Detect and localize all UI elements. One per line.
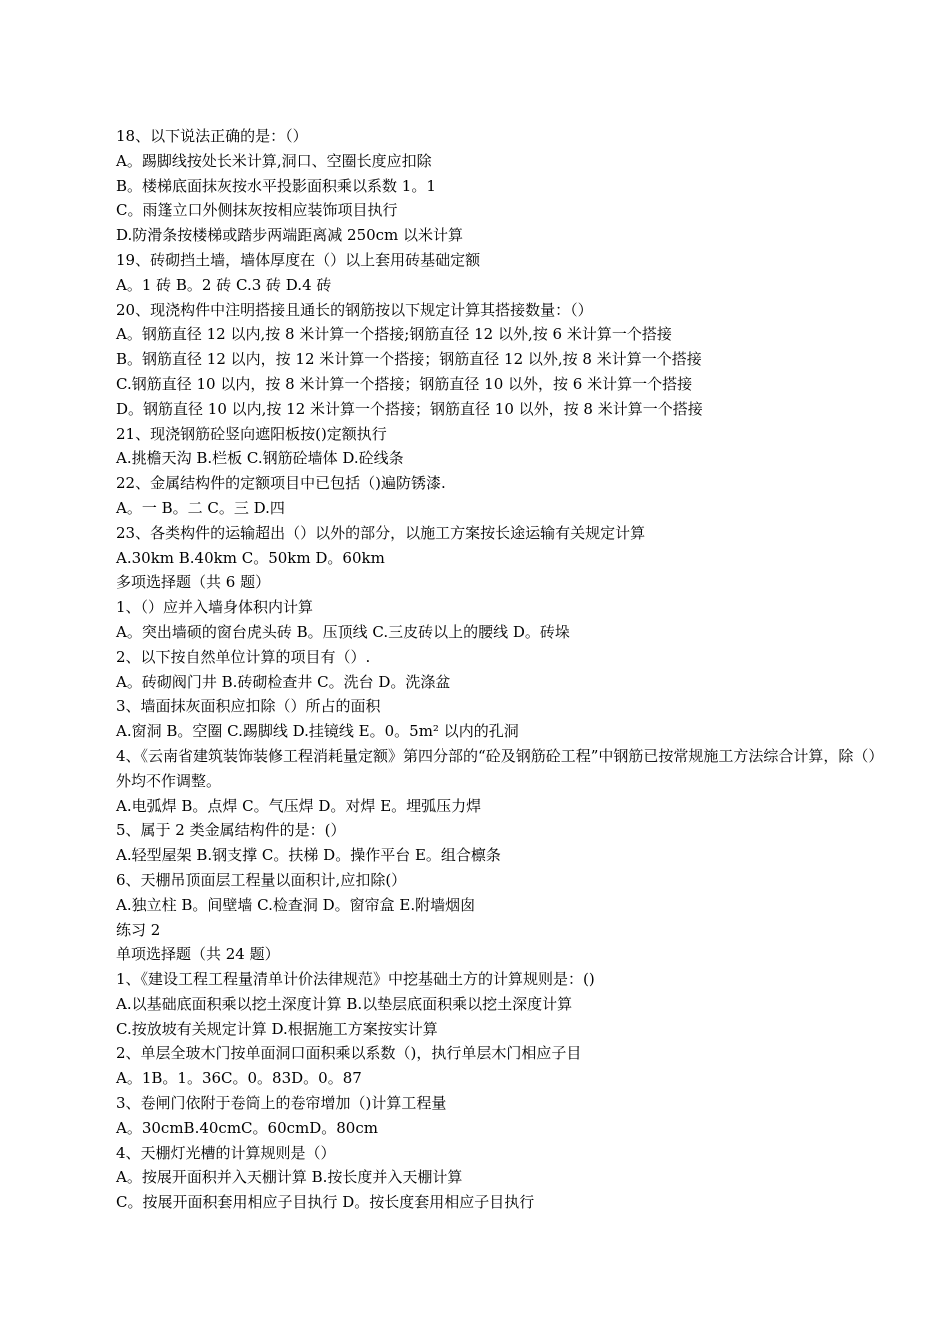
option-line: A。按展开面积并入天棚计算 B.按长度并入天棚计算 [116,1168,463,1187]
option-line: C.按放坡有关规定计算 D.根据施工方案按实计算 [116,1019,438,1038]
option-line: A.轻型屋架 B.钢支撑 C。扶梯 D。操作平台 E。组合檩条 [116,846,501,865]
question-21: 21、现浇钢筋砼竖向遮阳板按()定额执行 [116,424,387,443]
section-heading: 练习 2 [116,920,161,939]
option-line: A.挑檐天沟 B.栏板 C.钢筋砼墙体 D.砼线条 [116,449,404,468]
question-line: 3、卷闸门依附于卷筒上的卷帘增加（)计算工程量 [116,1094,447,1113]
option-line: D.防滑条按楼梯或踏步两端距离减 250cm 以米计算 [116,226,464,245]
option-line: A.以基础底面积乘以挖土深度计算 B.以垫层底面积乘以挖土深度计算 [116,994,573,1013]
question-line: 6、天棚吊顶面层工程量以面积计,应扣除(） [116,870,407,889]
option-line: C。雨篷立口外侧抹灰按相应装饰项目执行 [116,201,398,220]
question-line: 3、墙面抹灰面积应扣除（）所占的面积 [116,697,381,716]
option-line: D。钢筋直径 10 以内,按 12 米计算一个搭接；钢筋直径 10 以外，按 8 米计算一个搭接 [116,399,703,418]
option-line: B。楼梯底面抹灰按水平投影面积乘以系数 1。1 [116,176,436,195]
option-line: A.独立柱 B。间壁墙 C.检查洞 D。窗帘盒 E.附墙烟囱 [116,895,476,914]
option-line: A.30km B.40km C。50km D。60km [116,548,385,567]
question-20: 20、现浇构件中注明搭接且通长的钢筋按以下规定计算其搭接数量：（） [116,300,593,319]
option-line: A。一 B。二 C。三 D.四 [116,498,285,517]
option-line: A。踢脚线按处长米计算,洞口、空圈长度应扣除 [116,151,432,170]
option-line: A。30cmB.40cmC。60cmD。80cm [116,1118,378,1137]
option-line: C。按展开面积套用相应子目执行 D。按长度套用相应子目执行 [116,1193,535,1212]
section-heading: 多项选择题（共 6 题） [116,573,271,592]
option-line: A.窗洞 B。空圈 C.踢脚线 D.挂镜线 E。0。5m² 以内的孔洞 [116,722,519,741]
question-line: 2、以下按自然单位计算的项目有（）. [116,647,371,666]
question-19: 19、砖砌挡土墙，墙体厚度在（）以上套用砖基础定额 [116,250,481,269]
document-body [116,124,876,1215]
question-22: 22、金属结构件的定额项目中已包括（)遍防锈漆. [116,474,446,493]
question-line: 4、天棚灯光槽的计算规则是（） [116,1143,336,1162]
question-line: 1、《建设工程工程量清单计价法律规范》中挖基础土方的计算规则是：() [116,970,595,989]
option-line: A。1 砖 B。2 砖 C.3 砖 D.4 砖 [116,275,332,294]
question-line: 5、属于 2 类金属结构件的是：(） [116,821,346,840]
question-18: 18、以下说法正确的是：（） [116,127,308,145]
question-line: 1、（）应并入墙身体积内计算 [116,598,314,617]
option-line: A。1B。1。36C。0。83D。0。87 [116,1069,362,1088]
option-line: A。砖砌阀门井 B.砖砌检查井 C。洗台 D。洗涤盆 [116,672,451,691]
option-line: A。突出墙硕的窗台虎头砖 B。压顶线 C.三皮砖以上的腰线 D。砖垛 [116,622,570,641]
question-line: 4、《云南省建筑装饰装修工程消耗量定额》第四分部的“砼及钢筋砼工程”中钢筋已按常规施工方法综合计算，除（）外均不作调整。 [116,746,876,790]
option-line: C.钢筋直径 10 以内，按 8 米计算一个搭接；钢筋直径 10 以外，按 6 米计算一个搭接 [116,374,693,393]
option-line: A.电弧焊 B。点焊 C。气压焊 D。对焊 E。埋弧压力焊 [116,796,482,815]
question-23: 23、各类构件的运输超出（）以外的部分，以施工方案按长途运输有关规定计算 [116,523,646,542]
option-line: A。钢筋直径 12 以内,按 8 米计算一个搭接;钢筋直径 12 以外,按 6 米计算一个搭接 [116,325,672,344]
option-line: B。钢筋直径 12 以内，按 12 米计算一个搭接；钢筋直径 12 以外,按 8 米计算一个搭接 [116,350,702,369]
section-heading: 单项选择题（共 24 题） [116,945,280,964]
question-line: 2、单层全玻木门按单面洞口面积乘以系数（)，执行单层木门相应子目 [116,1044,582,1063]
